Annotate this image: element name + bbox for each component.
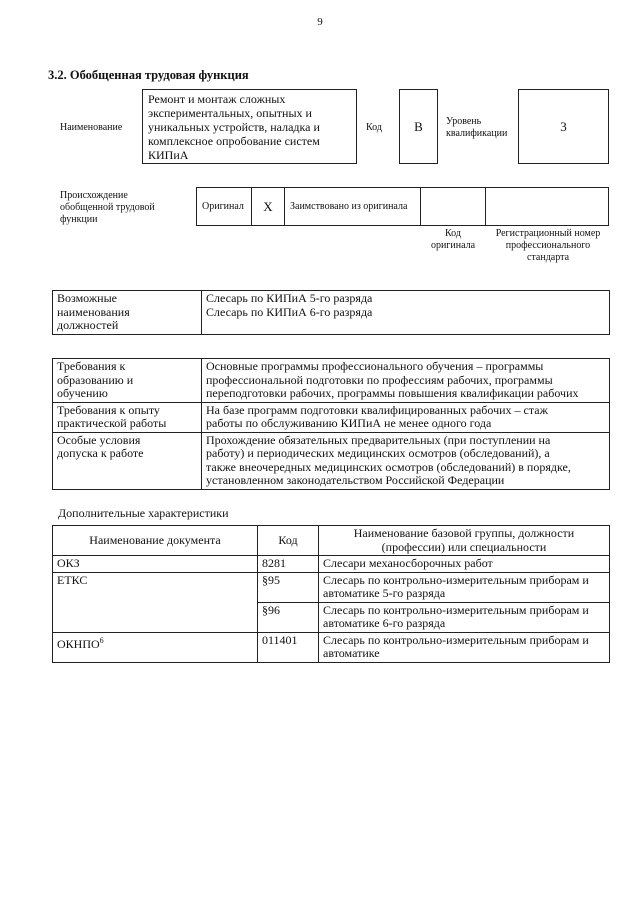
extra-row: [53, 632, 610, 662]
caption-line: стандарта: [526, 252, 570, 263]
requirement-value-cell: [202, 359, 610, 403]
function-name-line: уникальных устройств, наладка и: [148, 120, 320, 134]
extra-name-cell: [319, 572, 610, 602]
col-name-header-line: Наименование базовой группы, должности: [353, 526, 575, 540]
extra-header-row: [53, 526, 610, 556]
extra-doc-cell: ОКЗ: [53, 556, 258, 573]
requirement-label-line: Особые условия: [57, 432, 141, 447]
function-name-line: Ремонт и монтаж сложных: [148, 92, 286, 106]
requirement-value-line: переподготовки рабочих, программы повышения квалификации рабочих: [206, 386, 579, 400]
origin-label-line: обобщенной трудовой: [60, 202, 155, 213]
section-title: 3.2. Обобщенная трудовая функция: [48, 68, 249, 82]
requirement-value-cell: [202, 402, 610, 432]
extra-doc-cell: ЕТКС: [53, 572, 258, 632]
extra-row: [53, 556, 610, 573]
extra-row: [53, 572, 610, 602]
extra-code-cell: 8281: [258, 556, 319, 573]
requirement-value-line: Прохождение обязательных предварительных (при поступлении на: [206, 432, 551, 447]
extra-name-line: автоматике: [323, 646, 380, 660]
extra-code-cell: §95: [258, 572, 319, 602]
extra-name-line: Слесарь по контрольно-измерительным приборам и: [323, 602, 589, 617]
requirement-label-cell: [53, 402, 202, 432]
requirement-value-line: На базе программ подготовки квалифицированных рабочих – стаж: [206, 402, 548, 417]
position-name: Слесарь по КИПиА 6-го разряда: [206, 304, 373, 319]
code-label: Код: [366, 122, 382, 133]
extra-name-cell: [319, 632, 610, 662]
caption-line: профессионального: [505, 240, 591, 251]
requirements-row: [53, 432, 610, 489]
level-label-line: квалификации: [446, 128, 508, 139]
origin-label-line: Происхождение: [60, 190, 128, 201]
name-label: Наименование: [60, 122, 123, 133]
requirement-label-line: Требования к: [57, 359, 126, 373]
positions-value-cell: [202, 291, 610, 335]
col-name-header: [319, 526, 610, 556]
extra-doc-name: ОКНПО: [57, 636, 100, 651]
footnote-ref: 6: [99, 635, 104, 645]
requirement-label-line: допуска к работе: [57, 446, 144, 460]
caption-line: Код: [445, 228, 461, 239]
registration-number-caption: [486, 228, 610, 264]
extra-name-cell: [319, 556, 610, 573]
requirement-value-line: установленном законодательством Российской Федерации: [206, 473, 505, 487]
requirement-value-line: профессиональной подготовки по профессиям рабочих, программы: [206, 372, 553, 387]
requirement-label-line: Требования к опыту: [57, 402, 160, 417]
extra-name-line: Слесарь по контрольно-измерительным приборам и: [323, 572, 589, 587]
function-name-line: КИПиА: [148, 148, 189, 162]
function-name-line: комплексное опробование систем: [148, 134, 320, 148]
origin-label-line: функции: [60, 214, 98, 225]
extra-code-cell: §96: [258, 602, 319, 632]
requirement-value-cell: [202, 432, 610, 489]
registration-number-cell: [485, 187, 609, 226]
original-mark-cell: [251, 187, 285, 226]
code-value-box: [399, 89, 438, 164]
requirement-label-cell: [53, 432, 202, 489]
requirement-label-line: образованию и: [57, 372, 134, 387]
position-name: Слесарь по КИПиА 5-го разряда: [206, 291, 373, 305]
function-name-line: экспериментальных, опытных и: [148, 106, 312, 120]
requirement-label-line: практической работы: [57, 416, 167, 430]
positions-label-line: Возможные: [57, 291, 117, 305]
requirement-label-cell: [53, 359, 202, 403]
extra-characteristics-title: Дополнительные характеристики: [58, 506, 229, 520]
original-cell: [196, 187, 252, 226]
extra-name-line: автоматике 6-го разряда: [323, 616, 446, 630]
positions-label-line: должностей: [57, 318, 119, 332]
extra-characteristics-table: [52, 525, 610, 663]
function-name-box: [142, 89, 357, 164]
extra-name-cell: [319, 602, 610, 632]
original-code-caption: [420, 228, 486, 252]
requirement-value-line: также внеочередных медицинских осмотров (обследований) в порядке,: [206, 459, 571, 474]
positions-label-cell: [53, 291, 202, 335]
level-value: 3: [560, 118, 567, 134]
borrowed-cell: [284, 187, 421, 226]
requirement-value-line: Основные программы профессионального обучения – программы: [206, 359, 544, 373]
requirement-label-line: обучению: [57, 386, 108, 400]
requirements-table: [52, 358, 610, 490]
level-label: [446, 116, 507, 140]
extra-name-line: Слесарь по контрольно-измерительным приборам и: [323, 632, 589, 647]
extra-code-cell: 011401: [258, 632, 319, 662]
extra-name-line: автоматике 5-го разряда: [323, 586, 446, 600]
code-value: В: [414, 118, 423, 134]
col-doc-header: Наименование документа: [53, 526, 258, 556]
origin-row: [196, 187, 609, 226]
extra-doc-cell: [53, 632, 258, 662]
requirement-value-line: работу) и периодических медицинских осмотров (обследований), а: [206, 446, 550, 460]
requirements-row: [53, 402, 610, 432]
col-name-header-line: (профессии) или специальности: [381, 539, 547, 554]
extra-name-line: Слесари механосборочных работ: [323, 556, 493, 570]
page-number: 9: [317, 16, 323, 28]
positions-table: [52, 290, 610, 335]
positions-label-line: наименования: [57, 304, 130, 319]
original-code-cell: [420, 187, 486, 226]
caption-line: Регистрационный номер: [495, 228, 601, 239]
level-value-box: [518, 89, 609, 164]
col-code-header: Код: [258, 526, 319, 556]
caption-line: оригинала: [430, 240, 476, 251]
level-label-line: Уровень: [446, 116, 482, 127]
requirements-row: [53, 359, 610, 403]
requirement-value-line: работы по обслуживанию КИПиА не менее одного года: [206, 416, 492, 430]
original-label: Оригинал: [202, 201, 244, 212]
origin-label: [60, 190, 155, 226]
borrowed-label: Заимствовано из оригинала: [290, 201, 408, 212]
original-mark: X: [263, 198, 273, 214]
